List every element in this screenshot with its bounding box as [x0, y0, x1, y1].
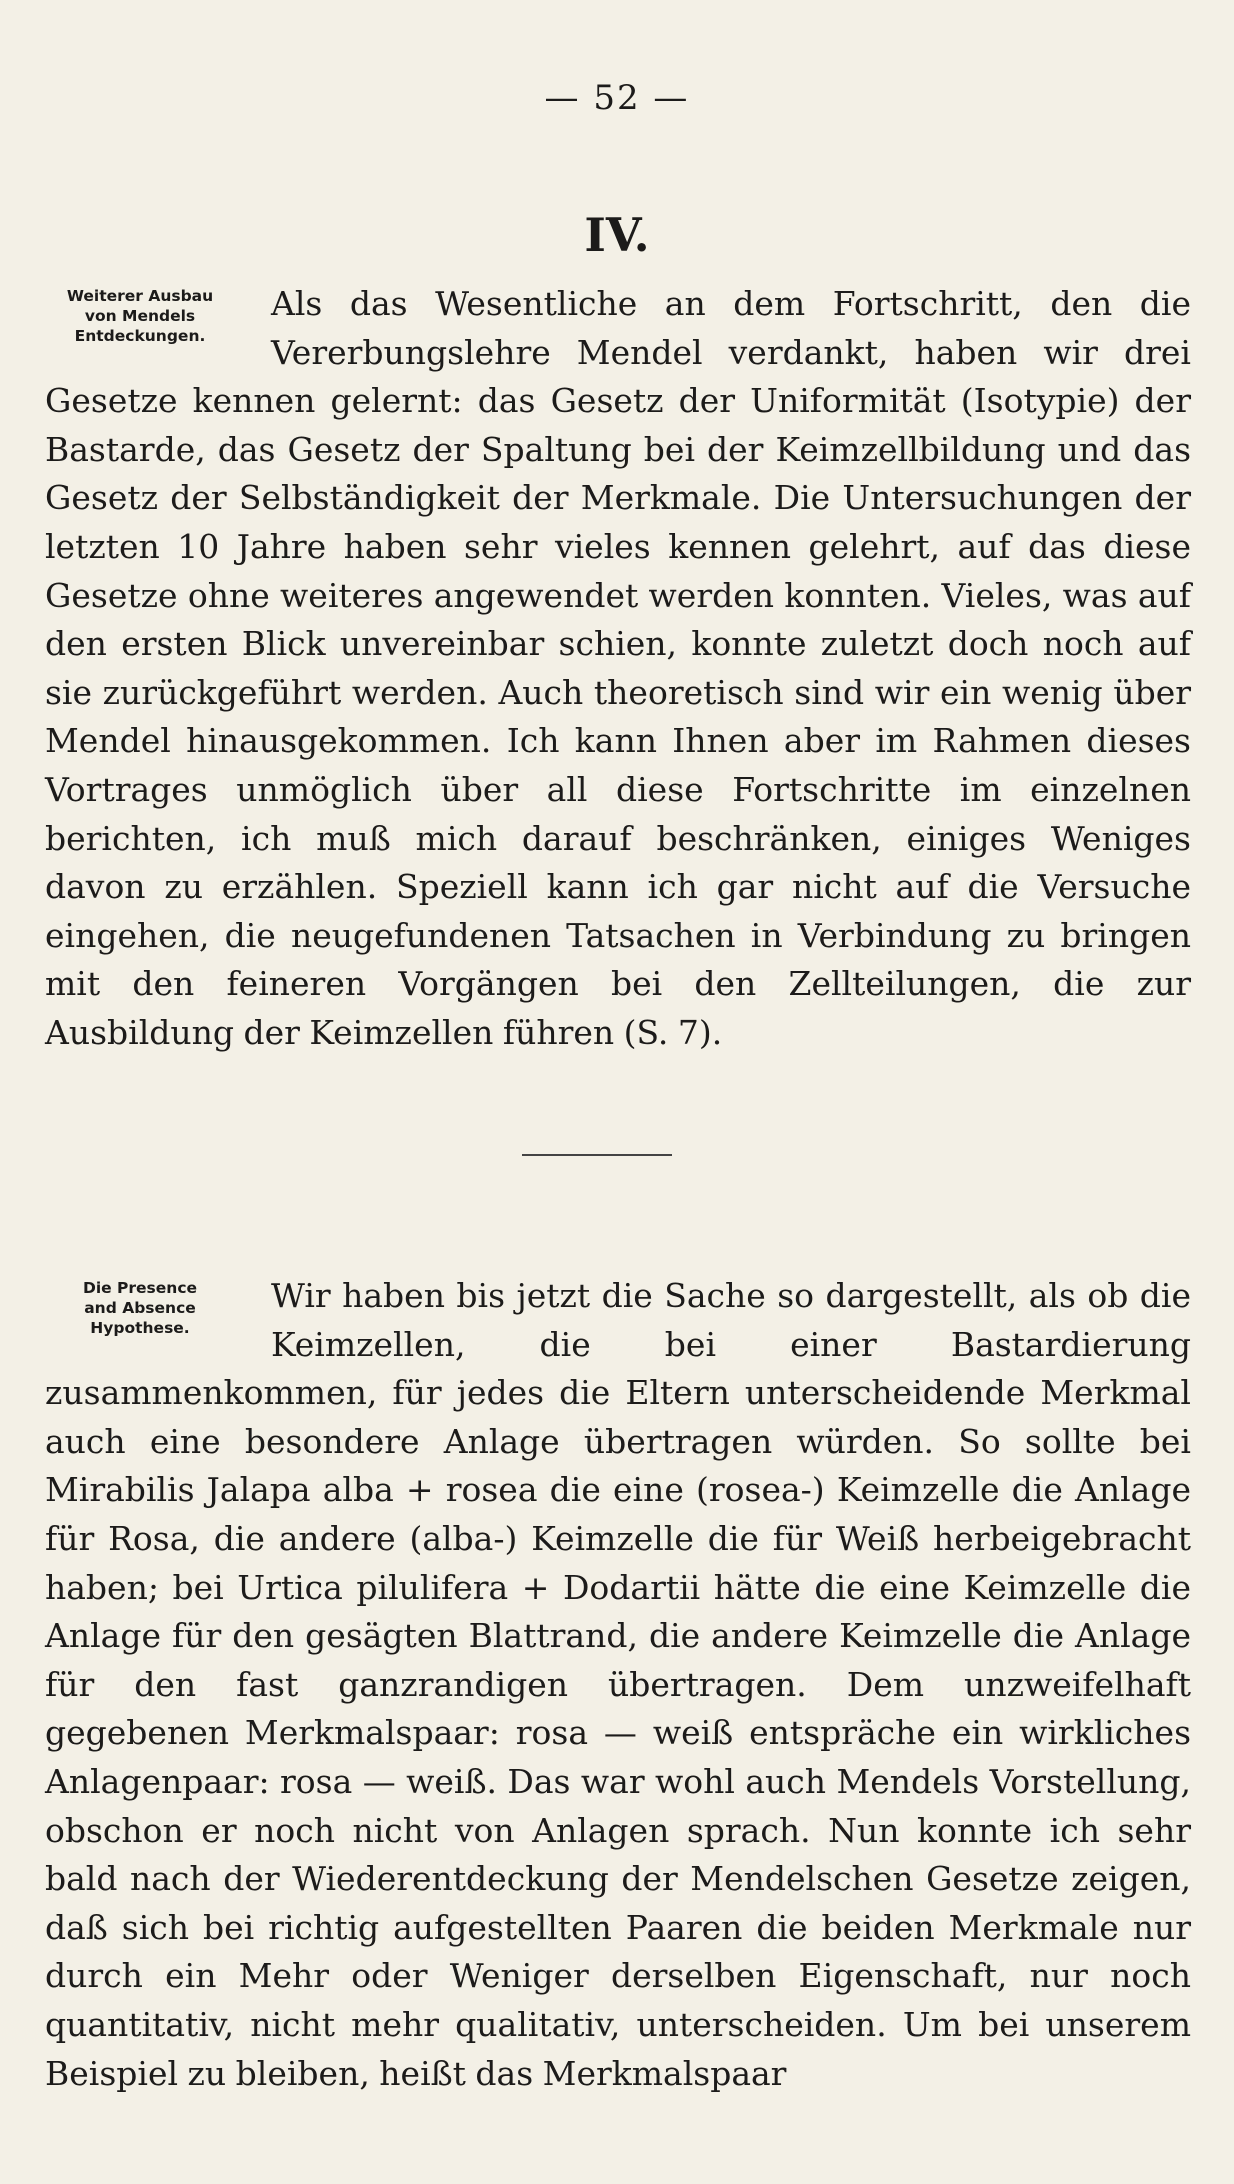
- marginal-note-line: Die Presence: [82, 1279, 198, 1297]
- marginal-note-line: Hypothese.: [90, 1319, 190, 1337]
- paragraph: Als das Wesentliche an dem Fortschritt, den die Vererbungslehre Mendel verdankt, haben wir drei Gesetze kennen gelernt: das Gesetz der Uniformität (Isotypie) der Bastarde, das Gesetz der Spaltung bei der Keimzellbildung und das Gesetz der Selbständigkeit der Merkmale. Die Untersuchungen der letzten 10 Jahre haben sehr vieles kennen gelehrt, auf das diese Gesetze ohne weiteres angewendet werden konnten. Vieles, was auf den ersten Blick unvereinbar schien, konnte zuletzt doch noch auf sie zurückgeführt werden. Auch theoretisch sind wir ein wenig über Mendel hinausgekommen. Ich kann Ihnen aber im Rahmen dieses Vortrages unmöglich über all diese Fortschritte im einzelnen berichten, ich muß mich darauf beschränken, einiges Weniges davon zu erzählen. Speziell kann ich gar nicht auf die Versuche eingehen, die neugefundenen Tatsachen in Verbindung zu bringen mit den feineren Vorgängen bei den Zellteilungen, die zur Ausbildung der Keimzellen führen (S. 7).: [45, 284, 1191, 1052]
- page-number: — 52 —: [544, 78, 690, 118]
- marginal-note-line: Entdeckungen.: [74, 327, 206, 345]
- marginal-note-line: and Absence: [84, 1299, 196, 1317]
- section-divider: [522, 1154, 672, 1156]
- chapter-heading: IV.: [584, 208, 650, 262]
- paragraph: Wir haben bis jetzt die Sache so dargestellt, als ob die Keimzellen, die bei einer Bastardierung zusammenkommen, für jedes die Eltern unterscheidende Merkmal auch eine besondere Anlage übertragen würden. So sollte bei Mirabilis Jalapa alba + rosea die eine (rosea-) Keimzelle die Anlage für Rosa, die andere (alba-) Keimzelle die für Weiß herbeigebracht haben; bei Urtica pilulifera + Dodartii hätte die eine Keimzelle die Anlage für den gesägten Blattrand, die andere Keimzelle die Anlage für den fast ganzrandigen übertragen. Dem unzweifelhaft gegebenen Merkmalspaar: rosa — weiß entspräche ein wirkliches Anlagenpaar: rosa — weiß. Das war wohl auch Mendels Vorstellung, obschon er noch nicht von Anlagen sprach. Nun konnte ich sehr bald nach der Wiederentdeckung der Mendelschen Gesetze zeigen, daß sich bei richtig aufgestellten Paaren die beiden Merkmale nur durch ein Mehr oder Weniger derselben Eigenschaft, nur noch quantitativ, nicht mehr qualitativ, unterscheiden. Um bei unserem Beispiel zu bleiben, heißt das Merkmalspaar: [45, 1276, 1191, 2093]
- section-weiterer-ausbau: [45, 280, 1191, 1058]
- section-presence-absence: [45, 1272, 1191, 2098]
- marginal-note-line: von Mendels: [84, 307, 196, 325]
- marginal-note: [45, 1272, 235, 1338]
- marginal-note-line: Weiterer Ausbau: [66, 287, 214, 305]
- marginal-note: [45, 280, 235, 346]
